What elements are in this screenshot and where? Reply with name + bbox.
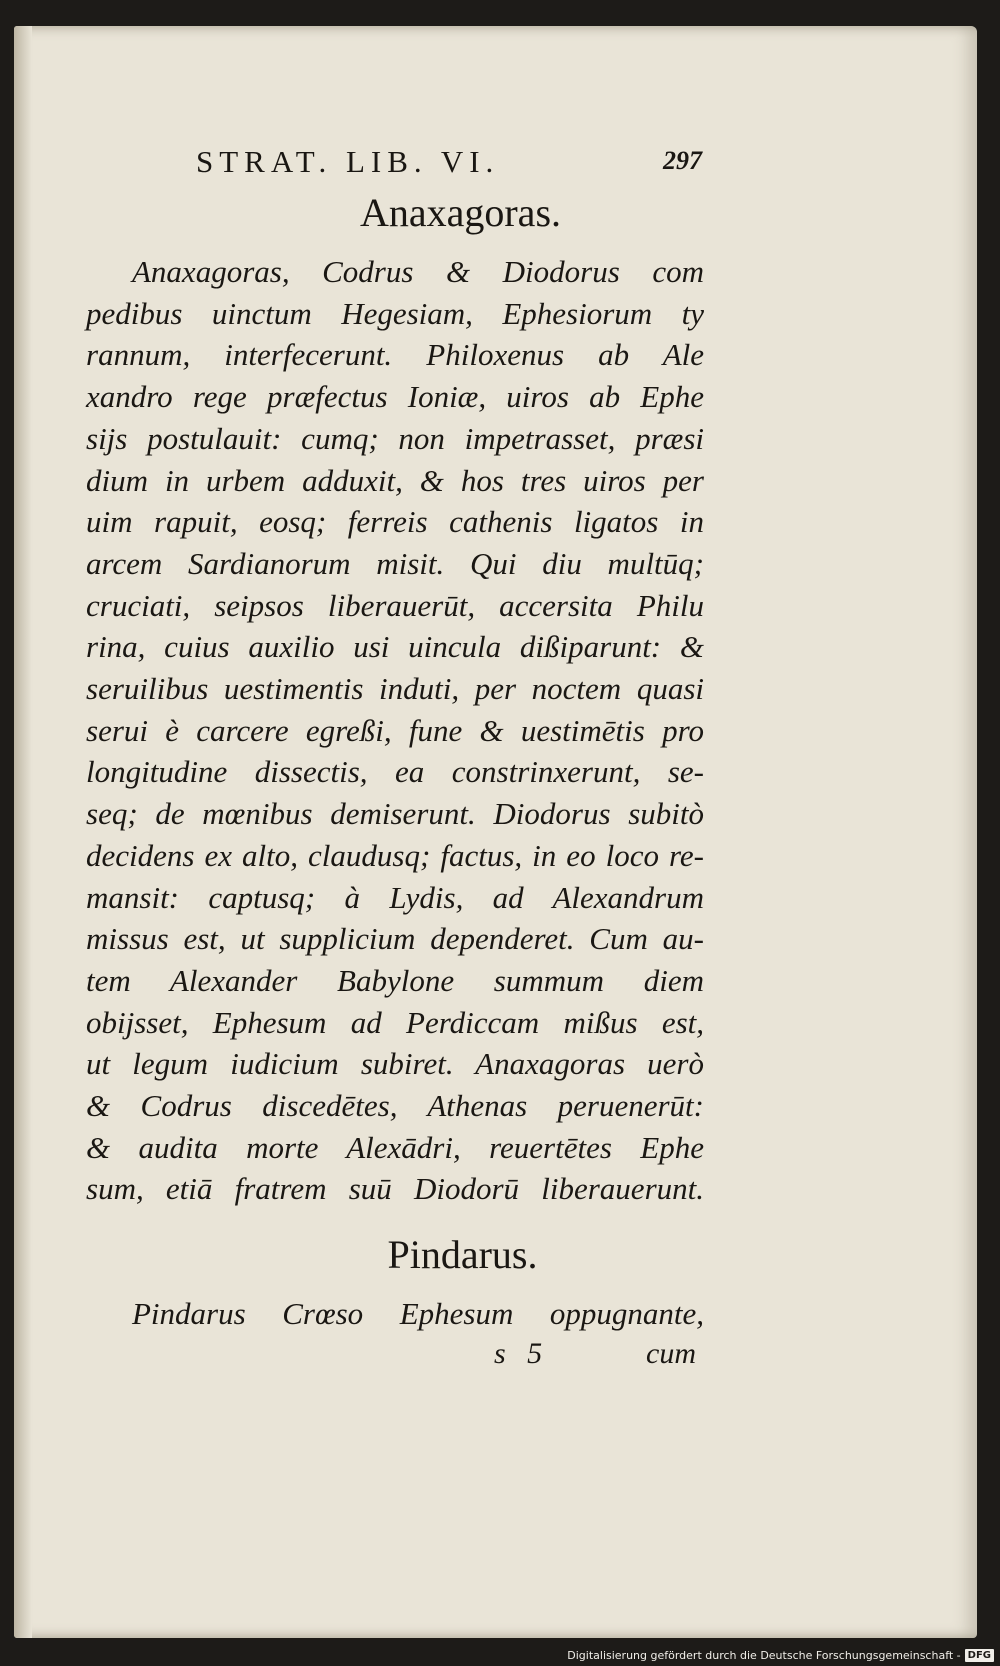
text-line: seq; de mœnibus demiserunt. Diodorus subitò [86,796,704,832]
text-line: tem Alexander Babylone summum diem [86,962,704,998]
text-line: arcem Sardianorum misit. Qui diu multūq; [86,545,704,581]
text-line: obijsset, Ephesum ad Perdiccam mißus est, [86,1004,704,1040]
text-line: longitudine dissectis, ea constrinxerunt, se- [86,754,704,790]
text-line: & audita morte Alexādri, reuertētes Ephe [86,1129,704,1165]
book-page [14,26,977,1638]
text-line: mansit: captusq; à Lydis, ad Alexandrum [86,879,704,915]
text-line: Pindarus Crœso Ephesum oppugnante, [132,1296,704,1331]
text-line: decidens ex alto, claudusq; factus, in eo loco re- [86,837,704,873]
signature-mark: s 5 [494,1337,543,1370]
text-line: sum, etiā fratrem suū Diodorū liberauerunt. [86,1171,704,1207]
page-number: 297 [663,146,702,175]
text-line: Anaxagoras, Codrus & Diodorus com [132,254,704,289]
footer-text: Digitalisierung gefördert durch die Deutsche Forschungsgemeinschaft - [567,1649,961,1662]
section-text-anaxagoras [86,251,704,1210]
text-line: sijs postulauit: cumq; non impetrasset, præsi [86,420,704,456]
digitization-footer [567,1649,994,1662]
text-line: rannum, interfecerunt. Philoxenus ab Ale [86,337,704,373]
running-head [182,144,702,184]
section-text-pindarus [86,1293,704,1335]
text-line: dium in urbem adduxit, & hos tres uiros per [86,462,704,498]
text-line: seruilibus uestimentis induti, per noctem quasi [86,671,704,707]
text-line: ut legum iudicium subiret. Anaxagoras uerò [86,1046,704,1082]
section-heading-pindarus: Pindarus. [387,1232,538,1277]
text-line: uim rapuit, eosq; ferreis cathenis ligatos in [86,504,704,540]
section-heading-anaxagoras: Anaxagoras. [359,190,562,235]
text-line: xandro rege præfectus Ioniæ, uiros ab Ephe [86,379,704,415]
text-line: serui è carcere egreßi, fune & uestimētis pro [86,712,704,748]
text-line: & Codrus discedētes, Athenas peruenerūt: [86,1088,704,1124]
dfg-logo-icon: DFG [965,1649,994,1662]
text-line: missus est, ut supplicium dependeret. Cum au- [86,921,704,957]
catchword: cum [646,1337,696,1370]
running-head-title: STRAT. LIB. VI. [196,144,500,179]
text-line: pedibus uinctum Hegesiam, Ephesiorum ty [86,295,704,331]
text-line: rina, cuius auxilio usi uincula dißiparunt: & [86,629,704,665]
page-gutter-shadow [14,26,32,1638]
text-line: cruciati, seipsos liberauerūt, accersita Philu [86,587,704,623]
